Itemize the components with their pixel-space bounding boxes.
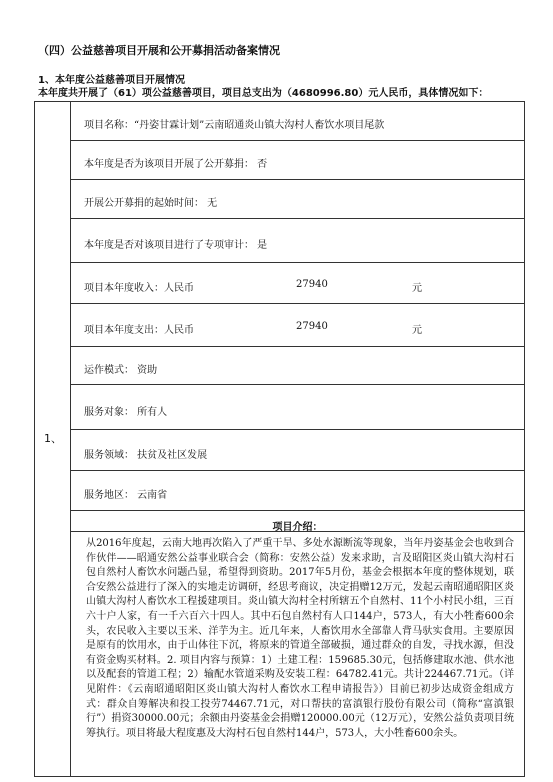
table-rule [70,218,525,219]
expense-label: 项目本年度支出：人民币 [84,325,194,336]
operation-mode: 运作模式： 资助 [84,365,158,376]
row-number: 1、 [44,432,62,445]
table-rule [70,179,525,180]
intro-title: 项目介绍： [272,522,323,533]
project-name: 项目名称：“丹姿甘霖计划”云南昭通炎山镇大沟村人畜饮水项目尾款 [84,120,385,131]
table-rule [70,140,525,141]
summary-line: 本年度共开展了（61）项公益慈善项目，项目总支出为（4680996.80）元人民币，具体情况如下： [38,88,489,99]
income-unit: 元 [412,283,422,294]
table-rule [70,429,525,430]
subsection-title: 1、本年度公益慈善项目开展情况 [38,75,185,86]
income-value: 27940 [296,279,328,290]
fundraising-period: 开展公开募捐的起始时间： 无 [84,198,218,209]
table-rule [70,346,525,347]
table-divider-vertical [70,101,71,777]
public-fundraising: 本年度是否为该项目开展了公开募捐： 否 [84,159,268,170]
service-target: 服务对象： 所有人 [84,407,168,418]
table-rule [70,510,525,511]
table-rule [70,262,525,263]
expense-value: 27940 [296,321,328,332]
income-label: 项目本年度收入：人民币 [84,283,194,294]
special-audit: 本年度是否对该项目进行了专项审计： 是 [84,240,268,251]
expense-unit: 元 [412,325,422,336]
intro-text: 从2016年度起，云南大地再次陷入了严重干旱、多处水源断流等现象，当年丹姿基金会也收到合作伙伴——昭通安然公益事业联合会（简称：安然公益）发来求助，言及昭阳区炎山镇大沟村石包自然村人畜饮水问题凸显，希望得到资助。2017年5月份，基金会根据本年度的整体规划，联合安然公益进行了深入的实地走访调研，经思考商议，决定捐赠12万元，发起云南昭通昭阳区炎山镇大沟村人畜饮水工程援建项目。炎山镇大沟村全村所辖五个自然村、11个小村民小组，三百六十户人家，有一千六百六十四人。其中石包自然村有人口144户，573人，有大小牲畜600余头，农民收入主要以玉米、洋芋为主。近几年来，人畜饮用水全部靠人背马驮实食用。主要原因是原有的饮用水，由于山体往下沉，将原来的管道全部破损，通过群众的自发，寻找水源，但没有资金购买材料。2. 项目内容与预算：1）土建工程：159685.30元，包括修建取水池、供水池以及配套的管道工程；2）输配水管道采购及安装工程：64782.41元。共计224467.71元。（详见附件：《云南昭通昭阳区炎山镇大沟村人畜饮水工程申请报告》）目前已初步达成资金组成方式：群众自筹解决和投工投劳74467.71元，对口帮扶的富滇银行股份有限公司（简称“富滇银行”）捐资30000.00元；余额由丹姿基金会捐赠120000.00元（12万元），安然公益负责项目统筹执行。项目将最大程度惠及大沟村石包自然村144户，573人，大小牲畜600余头。 [86,538,514,739]
table-rule [70,384,525,385]
service-region: 服务地区： 云南省 [84,490,168,501]
section-title: （四）公益慈善项目开展和公开募捐活动备案情况 [38,44,280,57]
table-rule [70,303,525,304]
service-field: 服务领域： 扶贫及社区发展 [84,450,208,461]
table-rule [70,470,525,471]
